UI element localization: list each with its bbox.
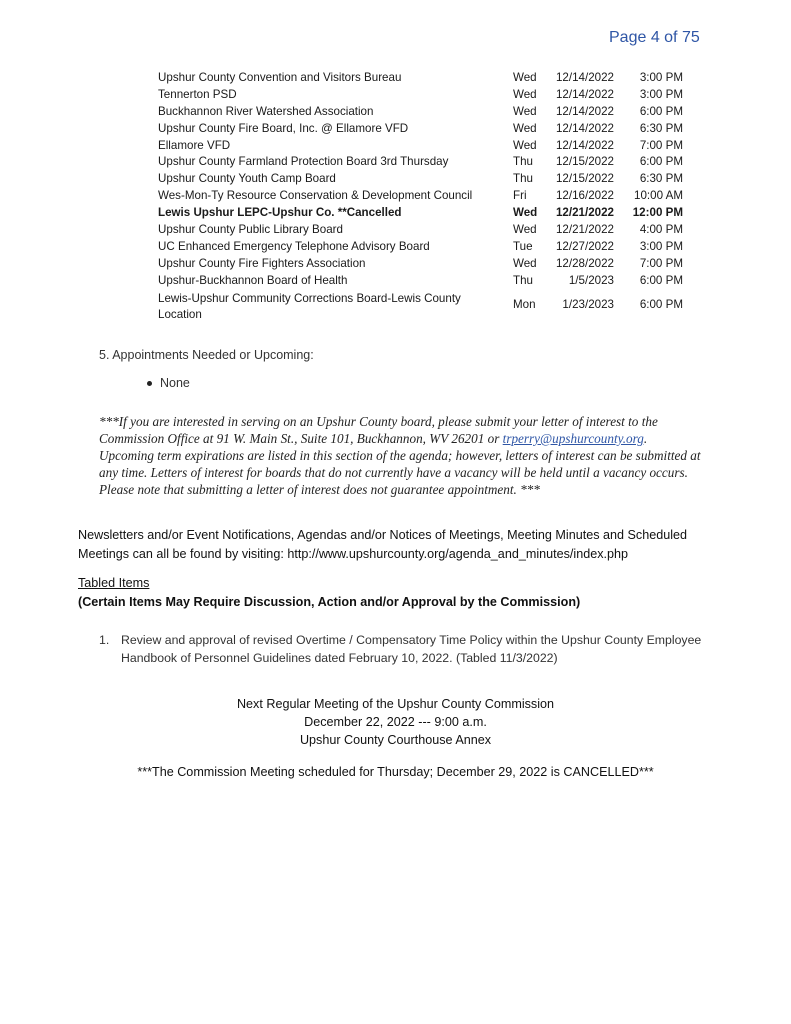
meeting-name: Upshur County Youth Camp Board [158, 172, 336, 186]
notice-text-part2: . Upcoming term expirations are listed in this section of the agenda; however, letters of interest can be submitted at any time. Letters of interest for boards that do not currently have a vacancy will be held until a vacancy occurs. Please note that submitting a letter of interest does not guarantee appointment. *** [99, 431, 701, 497]
meeting-name: Upshur County Fire Fighters Association [158, 256, 366, 270]
meeting-date: 12/16/2022 [555, 189, 614, 203]
meeting-day: Wed [513, 138, 537, 152]
meeting-row [158, 104, 698, 121]
meeting-name: Upshur County Farmland Protection Board 3rd Thursday [158, 155, 449, 169]
meeting-day: Fri [513, 189, 527, 203]
meeting-day: Mon [513, 297, 536, 311]
meeting-time: 3:00 PM [639, 239, 683, 253]
meeting-row [158, 87, 698, 104]
page-number: Page 4 of 75 [609, 29, 700, 46]
next-meeting-datetime: December 22, 2022 --- 9:00 a.m. [304, 715, 487, 729]
meeting-day: Thu [513, 273, 533, 287]
meeting-time: 4:00 PM [639, 223, 683, 237]
section-5-bullet-item [147, 376, 190, 390]
meeting-time: 7:00 PM [639, 138, 683, 152]
meeting-row [158, 256, 698, 273]
meeting-row [158, 121, 698, 138]
tabled-items-title: Tabled Items [78, 576, 150, 590]
notice-text-part1: ***If you are interested in serving on an Upshur County board, please submit your letter of interest to the Commission Office at 91 W. Main St., Suite 101, Buckhannon, WV 26201 or [99, 414, 658, 446]
meeting-date: 12/15/2022 [555, 172, 614, 186]
meeting-name: Lewis-Upshur Community Corrections Board-Lewis County Location [158, 291, 461, 321]
meeting-date: 12/14/2022 [555, 71, 614, 84]
tabled-item-text: Review and approval of revised Overtime / Compensatory Time Policy within the Upshur County Employee Handbook of Personnel Guidelines dated February 10, 2022. (Tabled 11/3/2022) [121, 633, 702, 665]
meeting-time: 6:30 PM [639, 172, 683, 186]
meeting-date: 12/27/2022 [555, 239, 614, 253]
bullet-icon [147, 381, 152, 386]
meeting-time: 6:00 PM [639, 104, 683, 118]
meeting-name: Wes-Mon-Ty Resource Conservation & Development Council [158, 189, 473, 203]
meeting-time: 6:30 PM [639, 121, 683, 135]
tabled-item-number: 1. [99, 633, 110, 647]
next-meeting-location: Upshur County Courthouse Annex [299, 733, 492, 747]
board-interest-notice [99, 413, 704, 498]
meeting-name: Lewis Upshur LEPC-Upshur Co. **Cancelled [158, 206, 402, 220]
meeting-name: Upshur-Buckhannon Board of Health [158, 273, 348, 287]
meeting-row [158, 154, 698, 171]
meeting-day: Tue [513, 239, 533, 253]
meeting-row [158, 171, 698, 188]
bullet-text: None [160, 376, 190, 390]
meeting-day: Wed [513, 223, 537, 237]
meeting-name: UC Enhanced Emergency Telephone Advisory Board [158, 239, 430, 253]
meeting-row [158, 290, 698, 323]
meeting-row-cancelled [158, 205, 698, 222]
meeting-row [158, 188, 698, 205]
meeting-name: Buckhannon River Watershed Association [158, 104, 374, 118]
meeting-date: 12/21/2022 [555, 206, 614, 220]
meeting-date: 1/5/2023 [568, 273, 614, 287]
section-5-heading: 5. Appointments Needed or Upcoming: [99, 348, 314, 362]
meeting-row [158, 273, 698, 290]
meeting-row [158, 70, 698, 87]
meeting-time: 6:00 PM [639, 297, 683, 311]
meeting-day: Thu [513, 172, 533, 186]
meeting-date: 1/23/2023 [562, 297, 614, 311]
meeting-time: 10:00 AM [634, 189, 683, 203]
meeting-time: 12:00 PM [632, 206, 683, 220]
meeting-time: 3:00 PM [639, 87, 683, 101]
meeting-date: 12/21/2022 [555, 223, 614, 237]
meeting-name: Ellamore VFD [158, 138, 231, 152]
meeting-date: 12/14/2022 [555, 87, 614, 101]
tabled-items-subtitle: (Certain Items May Require Discussion, Action and/or Approval by the Commission) [78, 595, 581, 609]
meeting-time: 3:00 PM [639, 71, 683, 84]
next-meeting-block [0, 695, 791, 749]
meeting-date: 12/15/2022 [555, 155, 614, 169]
meeting-day: Wed [513, 87, 537, 101]
meeting-row [158, 239, 698, 256]
meeting-row [158, 138, 698, 155]
cancellation-notice: ***The Commission Meeting scheduled for Thursday; December 29, 2022 is CANCELLED*** [137, 765, 654, 779]
meeting-name: Upshur County Public Library Board [158, 223, 343, 237]
meeting-row [158, 222, 698, 239]
meeting-day: Thu [513, 155, 533, 169]
meeting-date: 12/14/2022 [555, 138, 614, 152]
meeting-day: Wed [513, 71, 537, 84]
meeting-name: Tennerton PSD [158, 87, 237, 101]
meeting-time: 7:00 PM [639, 256, 683, 270]
meeting-date: 12/28/2022 [555, 256, 614, 270]
meeting-name: Upshur County Fire Board, Inc. @ Ellamore VFD [158, 121, 409, 135]
meeting-time: 6:00 PM [639, 155, 683, 169]
tabled-item [99, 631, 729, 667]
newsletter-info: Newsletters and/or Event Notifications, Agendas and/or Notices of Meetings, Meeting Minutes and Scheduled Meetings can all be found by visiting: http://www.upshurcounty.org/agenda_and_minutes/index.php [78, 528, 688, 561]
meeting-name: Upshur County Convention and Visitors Bureau [158, 71, 402, 84]
meeting-day: Wed [513, 104, 537, 118]
next-meeting-title: Next Regular Meeting of the Upshur County Commission [236, 697, 555, 711]
meeting-time: 6:00 PM [639, 273, 683, 287]
meeting-day: Wed [513, 206, 538, 220]
email-link[interactable]: trperry@upshurcounty.org [502, 431, 644, 446]
meeting-schedule-table [158, 70, 698, 323]
meeting-day: Wed [513, 256, 537, 270]
meeting-date: 12/14/2022 [555, 121, 614, 135]
meeting-date: 12/14/2022 [555, 104, 614, 118]
meeting-day: Wed [513, 121, 537, 135]
